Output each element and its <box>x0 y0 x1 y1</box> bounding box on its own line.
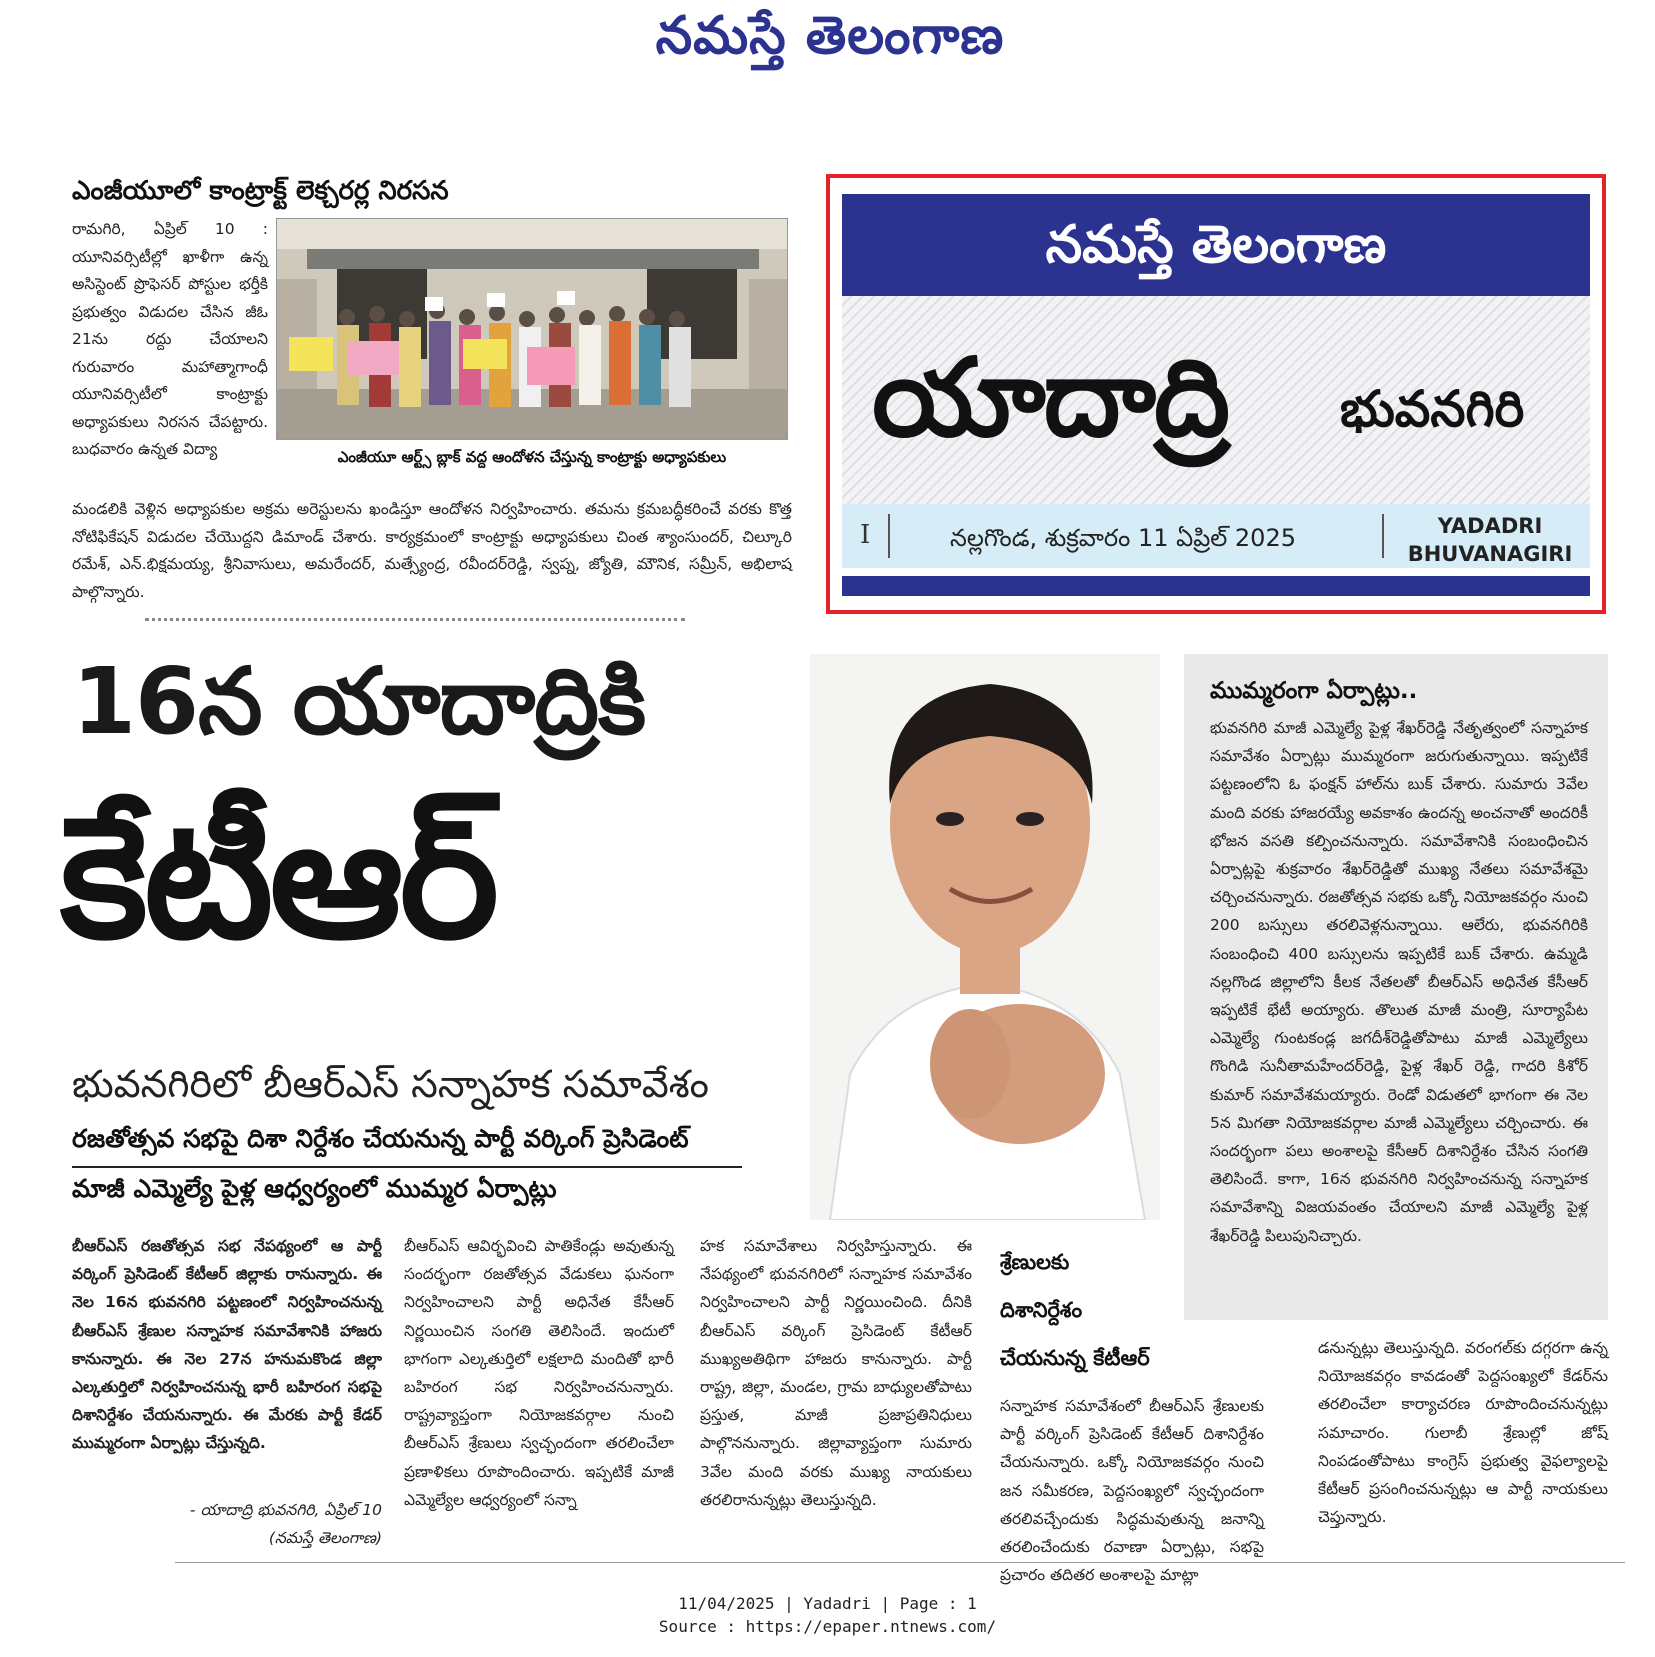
footer-source-link[interactable]: Source : https://epaper.ntnews.com/ <box>658 1617 997 1636</box>
article-column-3: హక సమావేశాలు నిర్వహిస్తున్నారు. ఈ నేపథ్యంలో భువనగిరిలో సన్నాహక సమావేశం నిర్వహించాలని పార్టీ నిర్ణయించింది. దీనికి బీఆర్ఎస్ వర్కింగ్ ప్రెసిడెంట్ కేటీఆర్ ముఖ్యఅతిథిగా హాజరు కానున్నారు. పార్టీ రాష్ట్ర, జిల్లా, మండల, గ్రామ బాధ్యులతోపాటు ప్రస్తుత, మాజీ ప్రజాప్రతినిధులు పాల్గొననున్నారు. జిల్లావ్యాప్తంగా సుమారు 3వేల మంది వరకు ముఖ్య నాయకులు తరలిరానున్నట్లు తెలుస్తున్నది. <box>700 1237 972 1509</box>
footer-page-info: 11/04/2025 | Yadadri | Page : 1 <box>678 1594 977 1613</box>
article-column-5: డనున్నట్లు తెలుస్తున్నది. వరంగల్‌కు దగ్గరగా ఉన్న నియోజకవర్గం కావడంతో పెద్దసంఖ్యలో కేడర్‌ను తరలించేలా కార్యాచరణ రూపొందించనున్నట్లు సమాచారం. గులాబీ శ్రేణుల్లో జోష్ నింపడంతోపాటు కాంగ్రెస్ ప్రభుత్వ వైఫల్యాలపై కేటీఆర్ ప్రసంగించనున్నట్లు ఆ పార్టీ నాయకులు చెప్తున్నారు. <box>1318 1339 1608 1527</box>
subheadline-3: మాజీ ఎమ్మెల్యే పైళ్ల ఆధ్వర్యంలో ముమ్మర ఏర్పాట్లు <box>72 1174 557 1203</box>
edition-bottom-band <box>842 576 1590 596</box>
edition-name-line1: YADADRI <box>1437 514 1543 538</box>
subheadline-2: రజతోత్సవ సభపై దిశా నిర్దేశం చేయనున్న పార్టీ వర్కింగ్ ప్రెసిడెంట్ <box>72 1124 742 1168</box>
sidebar-headline: ముమ్మరంగా ఏర్పాట్లు.. <box>1210 678 1418 704</box>
info-separator <box>1382 514 1384 558</box>
story1-body-text: మండలికి వెళ్లిన అధ్యాపకుల అక్రమ అరెస్టులను ఖండిస్తూ ఆందోళన నిర్వహించారు. తమను క్రమబద్ధీకరించే వరకు కొత్త నోటిఫికేషన్ విడుదల చేయొద్దని డిమాండ్ చేశారు. కార్యక్రమంలో కాంట్రాక్టు అధ్యాపకులు చింత శ్యాంసుందర్, చిల్కూరి రమేశ్, ఎన్.భిక్షమయ్య, శ్రీనివాసులు, అమరేందర్, మత్స్యేంద్ర, రవీందర్‌రెడ్డి, స్వప్న, జ్యోతి, మౌనిక, సమ్రీన్, అభిలాష పాల్గొన్నారు. <box>72 500 792 601</box>
story1-column-text: రామగిరి, ఏప్రిల్ 10 : యూనివర్సిటీల్లో ఖాళీగా ఉన్న అసిస్టెంట్ ప్రొఫెసర్ పోస్టుల భర్తీకి ప్రభుత్వం విడుదల చేసిన జీఓ 21ను రద్దు చేయాలని గురువారం మహాత్మాగాంధీ యూనివర్సిటీలో కాంట్రాక్టు అధ్యాపకులు నిరసన చేపట్టారు. బుధవారం ఉన్నత విద్యా <box>72 220 268 458</box>
headline-kicker: 16న యాదాద్రికి <box>72 648 646 755</box>
photo-caption: ఎంజీయూ ఆర్ట్స్ బ్లాక్ వద్ద ఆందోళన చేస్తున్న కాంట్రాక్టు అధ్యాపకులు <box>337 448 727 466</box>
info-separator <box>888 514 890 558</box>
protest-photo <box>276 218 788 440</box>
section-divider <box>145 618 685 621</box>
subhead-line3: చేయనున్న కేటీఆర్ <box>1000 1346 1150 1370</box>
article-column-4: సన్నాహక సమావేశంలో బీఆర్ఎస్ శ్రేణులకు పార్టీ వర్కింగ్ ప్రెసిడెంట్ కేటీఆర్ దిశానిర్దేశం చేయనున్నారు. ఒక్కో నియోజకవర్గం నుంచి జన సమీకరణ, పెద్దసంఖ్యలో స్వచ్ఛందంగా తరలివచ్చేందుకు సిద్ధమవుతున్న జనాన్ని తరలించేందుకు రవాణా ఏర్పాట్లు, సభపై ప్రచారం తదితర అంశాలపై మాట్లా <box>1000 1397 1264 1585</box>
subhead-line2: దిశానిర్దేశం <box>1000 1298 1083 1322</box>
subheadline-1: భువనగిరిలో బీఆర్ఎస్ సన్నాహక సమావేశం <box>72 1062 709 1106</box>
article-column-2: బీఆర్ఎస్ ఆవిర్భవించి పాతికేండ్లు అవుతున్న సందర్భంగా రజతోత్సవ వేడుకలు ఘనంగా నిర్వహించాలని పార్టీ అధినేత కేసీఆర్ నిర్ణయించిన సంగతి తెలిసిందే. ఇందులో భాగంగా ఎల్కతుర్తిలో లక్షలాది మందితో భారీ బహిరంగ సభ నిర్వహించనున్నారు. రాష్ట్రవ్యాప్తంగా నియోజకవర్గాల నుంచి బీఆర్ఎస్ శ్రేణులు స్వచ్ఛందంగా తరలించేలా ప్రణాళికలు రూపొందించారు. ఇప్పటికే మాజీ ఎమ్మెల్యేల ఆధ్వర్యంలో సన్నా <box>404 1237 674 1509</box>
dateline-credit-line1: - యాదాద్రి భువనగిరి, ఏప్రిల్ 10 <box>189 1501 382 1519</box>
subhead-line1: శ్రేణులకు <box>1000 1250 1070 1274</box>
article-column-1: బీఆర్ఎస్ రజతోత్సవ సభ నేపథ్యంలో ఆ పార్టీ వర్కింగ్ ప్రెసిడెంట్ కేటీఆర్ జిల్లాకు రానున్నారు. ఈ నెల 16న భువనగిరి పట్టణంలో నిర్వహించనున్న బీఆర్ఎస్ శ్రేణుల సన్నాహక సమావేశానికి హాజరు కానున్నారు. ఈ నెల 27న హనుమకొండ జిల్లా ఎల్కతుర్తిలో నిర్వహించనున్న భారీ బహిరంగ సభపై దిశానిర్దేశం చేయనున్నారు. ఈ మేరకు పార్టీ కేడర్ ముమ్మరంగా ఏర్పాట్లు చేస్తున్నది. <box>72 1237 382 1453</box>
column-4-subheads <box>1000 1238 1280 1382</box>
edition-brand: నమస్తే తెలంగాణ <box>842 194 1590 296</box>
edition-district-subtitle: భువనగిరి <box>1340 380 1525 438</box>
edition-dateline: నల్లగొండ, శుక్రవారం 11 ఏప్రిల్ 2025 <box>950 524 1296 552</box>
masthead-logo: నమస్తే తెలంగాణ <box>655 6 1005 66</box>
edition-name <box>1400 512 1580 568</box>
edition-name-line2: BHUVANAGIRI <box>1407 542 1573 566</box>
dateline-credit <box>110 1496 382 1552</box>
page-bottom-rule <box>175 1562 1625 1563</box>
main-headline: కేటీఆర్ <box>60 780 496 976</box>
story1-headline: ఎంజీయూలో కాంట్రాక్ట్ లెక్చరర్ల నిరసన <box>72 176 449 206</box>
dateline-credit-line2: (నమస్తే తెలంగాణ) <box>268 1529 382 1547</box>
ktr-portrait-photo <box>810 654 1160 1220</box>
sidebar-body-text: భువనగిరి మాజీ ఎమ్మెల్యే పైళ్ల శేఖర్‌రెడ్డి నేతృత్వంలో సన్నాహక సమావేశం ఏర్పాట్లు ముమ్మరంగా జరుగుతున్నాయి. ఇప్పటికే పట్టణంలోని ఓ ఫంక్షన్ హాల్‌ను బుక్ చేశారు. సుమారు 3వేల మంది వరకు హాజరయ్యే అవకాశం ఉందన్న అంచనాతో అందరికీ భోజన వసతి కల్పించనున్నారు. సమావేశానికి సంబంధించిన ఏర్పాట్లపై శుక్రవారం శేఖర్‌రెడ్డితో ముఖ్య నేతలు సమావేశమై చర్చించనున్నారు. రజతోత్సవ సభకు ఒక్కో నియోజకవర్గం నుంచి 200 బస్సులు తరలివెళ్లనున్నాయి. ఆలేరు, భువనగిరికి సంబంధించి 400 బస్సులను ఇప్పటికే బుక్ చేశారు. ఉమ్మడి నల్లగొండ జిల్లాలోని కీలక నేతలతో బీఆర్ఎస్ అధినేత కేసీఆర్ ఇప్పటికే భేటీ అయ్యారు. తొలుత మాజీ మంత్రి, సూర్యాపేట ఎమ్మెల్యే గుంటకండ్ల జగదీశ్‌రెడ్డితోపాటు మాజీ ఎమ్మెల్యేలు గొంగిడి సునీతామహేందర్‌రెడ్డి, పైళ్ల శేఖర్ రెడ్డి, గాదరి కిశోర్ కుమార్ సమావేశమయ్యారు. రెండో విడుతలో భాగంగా ఈ నెల 5న మిగతా నియోజకవర్గాల మాజీ ఎమ్మెల్యేలు చర్చించారు. ఈ సందర్భంగా పలు అంశాలపై కేసీఆర్ దిశానిర్దేశం చేసిన సంగతి తెలిసిందే. కాగా, 16న భువనగిరి నిర్వహించనున్న సన్నాహక సమావేశాన్ని విజయవంతం చేయాలని మాజీ ఎమ్మెల్యే పైళ్ల శేఖర్‌రెడ్డి పిలుపునిచ్చారు. <box>1210 719 1588 1245</box>
edition-district-title: యాదాద్రి <box>872 336 1229 461</box>
edition-page-marker: I <box>860 520 871 550</box>
